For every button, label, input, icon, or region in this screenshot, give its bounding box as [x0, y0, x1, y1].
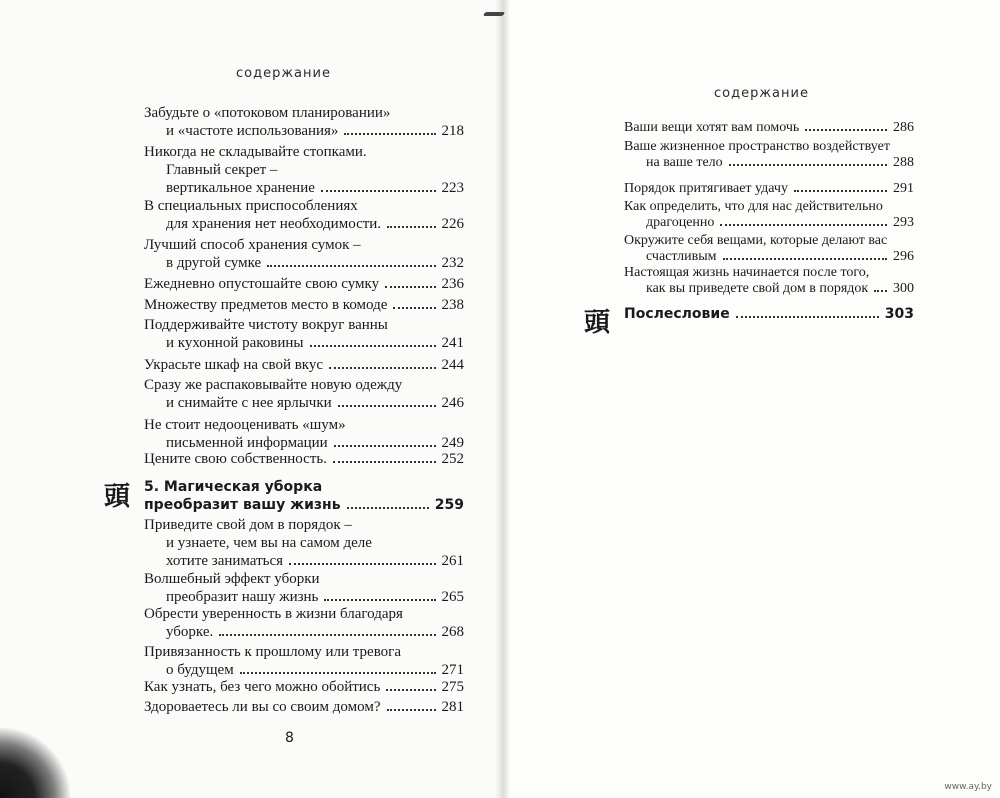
toc-entry-title: уборке.: [166, 624, 214, 640]
toc-page-number: 268: [441, 624, 464, 640]
dot-leader: [723, 258, 887, 260]
toc-page-number: 291: [893, 181, 914, 196]
toc-entry-title: счастливым: [646, 249, 717, 264]
toc-entry-line: Забудьте о «потоковом планировании»: [144, 105, 391, 121]
toc-entry: [144, 450, 464, 468]
toc-entry: [144, 643, 464, 679]
toc-entry-last-line: [144, 122, 464, 140]
toc-entry: [624, 181, 914, 197]
toc-entry-line: Лучший способ хранения сумок –: [144, 237, 361, 253]
toc-entry-last-line: [144, 661, 464, 679]
toc-entry-title: Как узнать, без чего можно обойтись: [144, 679, 381, 695]
toc-entry-last-line: [144, 296, 464, 314]
toc-entry: [144, 197, 464, 233]
toc-entry-line: Не стоит недооценивать «шум»: [144, 417, 346, 433]
toc-page-number: 265: [441, 589, 464, 605]
toc-entry-last-line: [144, 698, 464, 716]
toc-entry-title: о будущем: [166, 662, 234, 678]
toc-page-number: 252: [441, 451, 464, 467]
toc-entry: [144, 296, 464, 314]
dot-leader: [347, 507, 429, 509]
toc-entry-line: и узнаете, чем вы на самом деле: [166, 535, 372, 551]
book-spine: [495, 0, 509, 798]
left-page-heading: содержание: [236, 66, 331, 81]
toc-entry: [144, 376, 464, 412]
toc-entry-last-line: [144, 450, 464, 468]
toc-entry-title: преобразит вашу жизнь: [144, 497, 341, 513]
toc-entry: [624, 233, 914, 265]
toc-entry-last-line: [144, 179, 464, 197]
toc-entry-line: Поддерживайте чистоту вокруг ванны: [144, 317, 388, 333]
watermark: www.ay.by: [944, 782, 992, 792]
toc-page-number: 286: [893, 120, 914, 135]
toc-entry: [144, 316, 464, 352]
toc-entry-title: для хранения нет необходимости.: [166, 216, 382, 232]
dot-leader: [310, 345, 436, 347]
toc-entry-last-line: [144, 215, 464, 233]
toc-entry-last-line: [624, 306, 914, 322]
dot-leader: [729, 164, 887, 166]
toc-entry-title: хотите заниматься: [166, 553, 284, 569]
toc-entry-line: В специальных приспособлениях: [144, 198, 358, 214]
dot-leader: [874, 290, 887, 292]
toc-entry: [144, 678, 464, 696]
toc-entry-last-line: [144, 356, 464, 374]
toc-entry-last-line: [144, 394, 464, 412]
toc-page-number: 275: [441, 679, 464, 695]
dot-leader: [338, 405, 436, 407]
dot-leader: [267, 265, 435, 267]
toc-entry: [144, 143, 464, 197]
toc-entry-line: 5. Магическая уборка: [144, 479, 323, 495]
toc-entry-last-line: [624, 249, 914, 265]
toc-page-number: 293: [893, 215, 914, 230]
dot-leader: [219, 634, 435, 636]
toc-entry-line: Главный секрет –: [166, 162, 278, 178]
toc-page-number: 249: [441, 435, 464, 451]
right-page-heading: содержание: [714, 86, 809, 101]
page-number: 8: [285, 730, 294, 746]
dot-leader: [386, 689, 435, 691]
toc-entry: [144, 605, 464, 641]
toc-page-number: 259: [434, 497, 464, 513]
toc-entry-last-line: [144, 275, 464, 293]
dot-leader: [805, 129, 887, 131]
toc-entry-line: Настоящая жизнь начинается после того,: [624, 265, 870, 280]
toc-entry-line: Сразу же распаковывайте новую одежду: [144, 377, 403, 393]
toc-page-number: 226: [441, 216, 464, 232]
toc-entry-line: Обрести уверенность в жизни благодаря: [144, 606, 403, 622]
toc-page-number: 271: [441, 662, 464, 678]
scan-corner-shadow: [0, 728, 70, 798]
dot-leader: [344, 133, 435, 135]
toc-entry-title: в другой сумке: [166, 255, 262, 271]
toc-entry: [144, 416, 464, 452]
toc-entry-last-line: [144, 588, 464, 606]
toc-entry-title: Украсьте шкаф на свой вкус: [144, 357, 324, 373]
right-page: [500, 0, 1000, 798]
dot-leader: [387, 226, 435, 228]
dot-leader: [385, 286, 435, 288]
dot-leader: [736, 316, 879, 318]
chapter-entry: [624, 306, 914, 322]
dot-leader: [794, 190, 887, 192]
dot-leader: [720, 224, 887, 226]
toc-entry-title: вертикальное хранение: [166, 180, 315, 196]
toc-entry-title: Ваши вещи хотят вам помочь: [624, 120, 800, 135]
toc-page-number: 223: [441, 180, 464, 196]
toc-entry-last-line: [624, 155, 914, 171]
toc-entry-last-line: [624, 120, 914, 136]
toc-page-number: 300: [893, 281, 914, 296]
toc-page-number: 218: [441, 123, 464, 139]
toc-entry: [144, 356, 464, 374]
toc-entry-title: как вы приведете свой дом в порядок: [646, 281, 869, 296]
toc-entry-title: Послесловие: [624, 306, 730, 322]
chapter-kanji-mark: 頭: [104, 482, 131, 512]
toc-entry: [144, 236, 464, 272]
toc-entry-title: письменной информации: [166, 435, 328, 451]
toc-entry: [624, 120, 914, 136]
dot-leader: [387, 709, 436, 711]
toc-entry-last-line: [144, 623, 464, 641]
toc-page-number: 244: [441, 357, 464, 373]
toc-entry-title: преобразит нашу жизнь: [166, 589, 319, 605]
dot-leader: [324, 599, 435, 601]
toc-entry-last-line: [624, 281, 914, 297]
toc-entry: [144, 570, 464, 606]
dot-leader: [329, 367, 435, 369]
toc-entry-line: Приведите свой дом в порядок –: [144, 517, 352, 533]
toc-page-number: 281: [441, 699, 464, 715]
toc-page-number: 236: [441, 276, 464, 292]
dot-leader: [333, 461, 436, 463]
dot-leader: [334, 445, 436, 447]
toc-entry: [144, 275, 464, 293]
toc-entry-last-line: [144, 334, 464, 352]
toc-page-number: 238: [441, 297, 464, 313]
toc-page-number: 232: [441, 255, 464, 271]
toc-entry: [624, 265, 914, 297]
dot-leader: [321, 190, 436, 192]
toc-page-number: 261: [441, 553, 464, 569]
dot-leader: [289, 563, 435, 565]
toc-entry: [624, 139, 914, 171]
toc-page-number: 288: [893, 155, 914, 170]
toc-entry-last-line: [144, 678, 464, 696]
toc-entry-title: и кухонной раковины: [166, 335, 304, 351]
toc-entry-last-line: [624, 181, 914, 197]
afterword-kanji-mark: 頭: [584, 308, 611, 338]
toc-entry-title: Цените свою собственность.: [144, 451, 327, 467]
toc-page-number: 296: [893, 249, 914, 264]
toc-entry-line: Как определить, что для нас действительно: [624, 199, 883, 214]
toc-entry-line: Окружите себя вещами, которые делают вас: [624, 233, 888, 248]
chapter-entry: [144, 478, 464, 514]
toc-entry-title: и «частоте использования»: [166, 123, 339, 139]
toc-entry-last-line: [144, 552, 464, 570]
toc-page-number: 303: [884, 306, 914, 322]
toc-entry-line: Никогда не складывайте стопками.: [144, 144, 367, 160]
scan-artifact: [483, 12, 505, 16]
toc-entry-title: на ваше тело: [646, 155, 723, 170]
toc-entry-last-line: [144, 496, 464, 514]
toc-entry: [144, 104, 464, 140]
toc-page-number: 246: [441, 395, 464, 411]
dot-leader: [393, 307, 435, 309]
toc-entry-title: драгоценно: [646, 215, 715, 230]
dot-leader: [240, 672, 436, 674]
toc-entry-title: Множеству предметов место в комоде: [144, 297, 388, 313]
toc-entry-line: Ваше жизненное пространство воздействует: [624, 139, 890, 154]
toc-entry: [144, 698, 464, 716]
toc-entry-last-line: [144, 254, 464, 272]
toc-entry-line: Привязанность к прошлому или тревога: [144, 644, 401, 660]
toc-entry: [624, 199, 914, 231]
toc-entry-title: Здороваетесь ли вы со своим домом?: [144, 699, 381, 715]
toc-entry: [144, 516, 464, 570]
toc-entry-title: и снимайте с нее ярлычки: [166, 395, 332, 411]
toc-entry-title: Порядок притягивает удачу: [624, 181, 788, 196]
toc-entry-line: Волшебный эффект уборки: [144, 571, 320, 587]
toc-entry-last-line: [624, 215, 914, 231]
toc-entry-title: Ежедневно опустошайте свою сумку: [144, 276, 380, 292]
toc-page-number: 241: [441, 335, 464, 351]
